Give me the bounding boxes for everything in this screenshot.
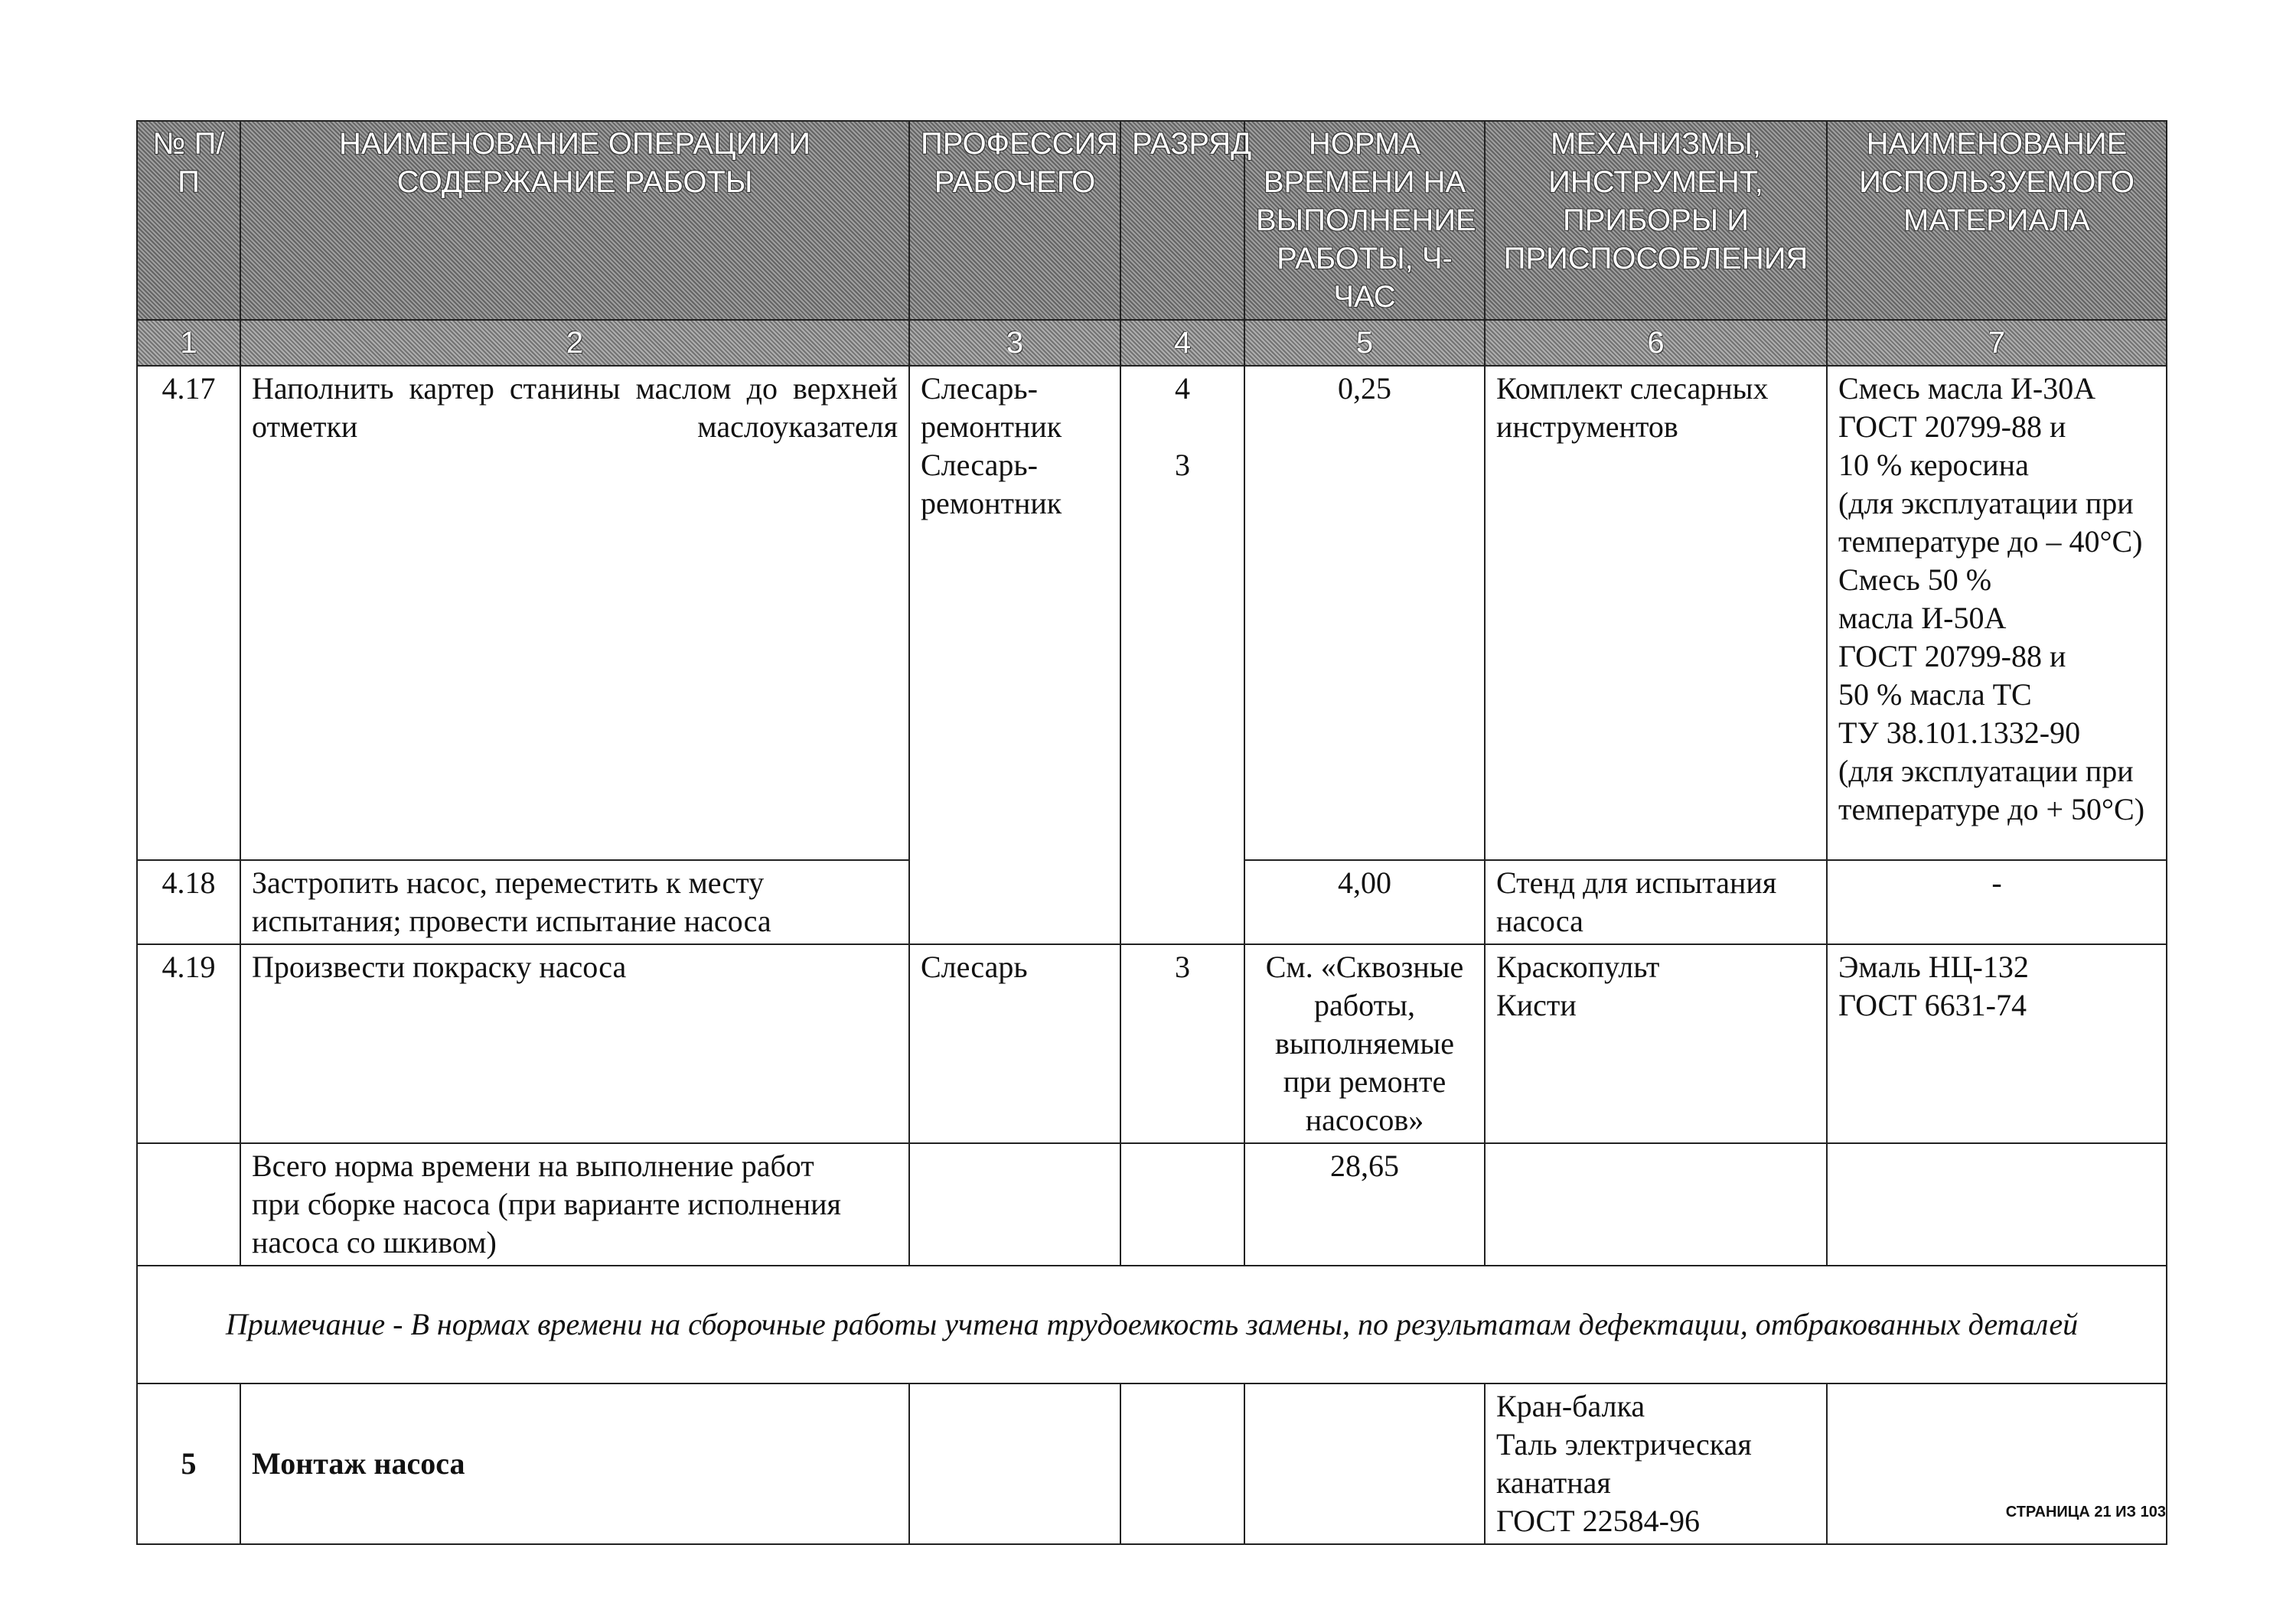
profession-cell [909,366,1120,944]
row-number: 5 [137,1383,240,1544]
material-line: 10 % керосина [1838,448,2029,482]
table-row-4-19 [137,944,2167,1143]
tools-cell [1485,366,1827,860]
grade-value: 3 [1120,944,1244,1143]
profession-line: ремонтник [921,486,1062,520]
table-row-4-17 [137,366,2167,860]
empty-cell [909,1383,1120,1544]
operation-line: испытания; провести испытание насоса [252,904,771,938]
header-col-tools: МЕХАНИЗМЫ, ИНСТРУМЕНТ, ПРИБОРЫ И ПРИСПОСОБЛЕНИЯ [1485,121,1827,320]
table-row-5 [137,1383,2167,1544]
material-line: масла И-50А [1838,601,2007,635]
total-label-cell [240,1143,909,1266]
material-line: ГОСТ 20799-88 и [1838,409,2066,444]
grade-value: 4 [1175,371,1190,406]
grade-value: 3 [1175,448,1190,482]
tool-line: Таль электрическая [1496,1427,1752,1462]
tool-line: Кисти [1496,988,1577,1022]
norm-value: 0,25 [1244,366,1485,860]
col-number-4: 4 [1120,320,1244,366]
material-line: ГОСТ 20799-88 и [1838,639,2066,673]
operation-line: Застропить насос, переместить к месту [252,865,765,900]
profession-value: Слесарь [909,944,1120,1143]
empty-cell [137,1143,240,1266]
norm-line: выполняемые [1274,1026,1455,1061]
header-col-profession: ПРОФЕССИЯ РАБОЧЕГО [909,121,1120,320]
tools-cell [1485,1383,1827,1544]
total-label-line: при сборке насоса (при варианте исполнения [252,1187,841,1221]
tool-line: инструментов [1496,409,1678,444]
material-line: (для эксплуатации при [1838,486,2134,520]
row-number: 4.19 [137,944,240,1143]
column-number-row [137,320,2167,366]
table-row-total [137,1143,2167,1266]
tool-line: ГОСТ 22584-96 [1496,1504,1700,1538]
row-number: 4.17 [137,366,240,860]
col-number-5: 5 [1244,320,1485,366]
empty-cell [909,1143,1120,1266]
note-text: Примечание - В нормах времени на сборочные работы учтена трудоемкость замены, по результатам дефектации, отбракованных деталей [137,1266,2167,1383]
material-line: 50 % масла ТС [1838,677,2032,712]
material-line: Смесь масла И-30А [1838,371,2096,406]
col-number-7: 7 [1827,320,2167,366]
empty-cell [1244,1383,1485,1544]
empty-cell [1485,1143,1827,1266]
empty-cell [1827,1143,2167,1266]
material-line: температуре до – 40°С) [1838,524,2143,559]
norm-cell [1244,944,1485,1143]
col-number-1: 1 [137,320,240,366]
profession-line: ремонтник [921,409,1062,444]
operation-text: Монтаж насоса [240,1383,909,1544]
tool-line: Краскопульт [1496,950,1660,984]
material-line: (для эксплуатации при [1838,754,2134,788]
tool-line: Комплект слесарных [1496,371,1769,406]
tool-line: канатная [1496,1465,1611,1500]
header-col-norm: НОРМА ВРЕМЕНИ НА ВЫПОЛНЕНИЕ РАБОТЫ, Ч-ЧАС [1244,121,1485,320]
page-number: СТРАНИЦА 21 ИЗ 103 [2005,1504,2166,1520]
header-col-materials: НАИМЕНОВАНИЕ ИСПОЛЬЗУЕМОГО МАТЕРИАЛА [1827,121,2167,320]
header-row [137,121,2167,320]
material-line: Эмаль НЦ-132 [1838,950,2029,984]
tools-cell [1485,944,1827,1143]
col-number-3: 3 [909,320,1120,366]
profession-line: Слесарь- [921,371,1038,406]
tool-line: Кран-балка [1496,1389,1645,1423]
materials-cell [1827,366,2167,860]
header-col-grade: РАЗРЯД [1120,121,1244,320]
total-norm-value: 28,65 [1244,1143,1485,1266]
material-value: - [1827,860,2167,944]
table-row-note [137,1266,2167,1383]
col-number-2: 2 [240,320,909,366]
operation-text: Произвести покраску насоса [240,944,909,1143]
empty-cell [1120,1383,1244,1544]
norm-line: работы, [1314,988,1415,1022]
material-line: температуре до + 50°С) [1838,792,2145,826]
tool-line: насоса [1496,904,1583,938]
tools-cell [1485,860,1827,944]
header-col-operation: НАИМЕНОВАНИЕ ОПЕРАЦИИ И СОДЕРЖАНИЕ РАБОТЫ [240,121,909,320]
tool-line: Стенд для испытания [1496,865,1777,900]
header-col-number: № П/П [137,121,240,320]
materials-cell [1827,944,2167,1143]
norm-value: 4,00 [1244,860,1485,944]
norm-line: насосов» [1305,1103,1424,1137]
work-norms-table [136,120,2167,1545]
row-number: 4.18 [137,860,240,944]
operation-cell [240,860,909,944]
operation-text: Наполнить картер станины маслом до верхней отметки маслоуказателя [240,366,909,860]
profession-line: Слесарь- [921,448,1038,482]
col-number-6: 6 [1485,320,1827,366]
material-line: Смесь 50 % [1838,562,1992,597]
norm-line: См. «Сквозные [1265,950,1464,984]
material-line: ТУ 38.101.1332-90 [1838,715,2081,750]
material-line: ГОСТ 6631-74 [1838,988,2027,1022]
grade-cell [1120,366,1244,944]
empty-cell [1120,1143,1244,1266]
total-label-line: насоса со шкивом) [252,1225,497,1260]
total-label-line: Всего норма времени на выполнение работ [252,1149,814,1183]
norm-line: при ремонте [1283,1064,1446,1099]
